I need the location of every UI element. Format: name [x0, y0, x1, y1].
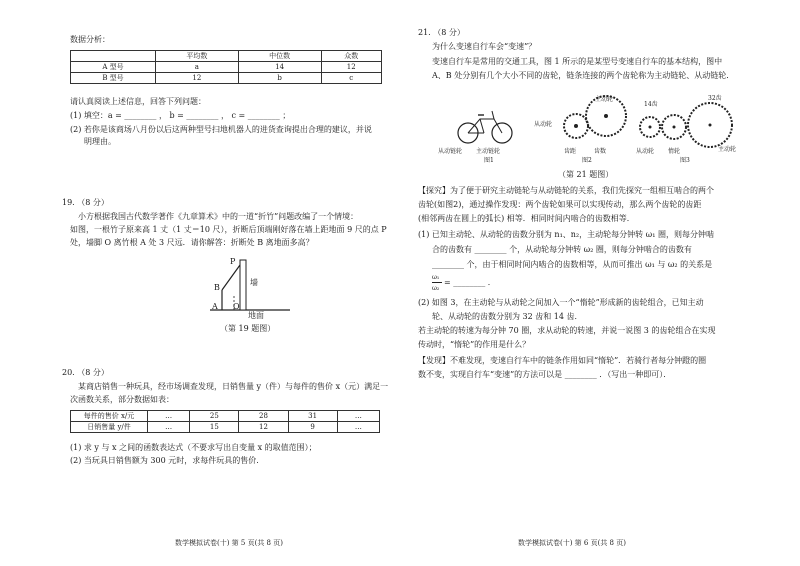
tooth-pitch-label: 齿距: [564, 148, 577, 155]
figure-21-caption: （第 21 题图）: [558, 170, 614, 179]
question-2-line1: (2) 若你是该商场八月份以后这两种型号扫地机器人的进货查询提出合理的建议，并说: [70, 125, 372, 134]
problem-19-line1: 小方根据我国古代数学著作《九章算术》中的一道“折竹”问题改编了一个情境：: [78, 212, 359, 221]
driven-wheel-label: 从动轮: [636, 148, 655, 155]
sub2-line3: 若主动轮的转速为每分钟 70 圈，求从动轮的转速，并说一说图 3 的齿轮组合在实现: [418, 326, 716, 335]
fraction-equals: = ________ ．: [444, 278, 496, 287]
discover-line2: 数不变，实现自行车“变速”的方法可以是 ________ ．（写出一种即可）．: [418, 370, 672, 379]
14-teeth-label: 14齿: [644, 101, 658, 108]
sub2-line2: 轮、从动轮的齿数分别为 32 齿和 14 齿．: [432, 312, 583, 321]
driven-sprocket-label: 从动链轮: [438, 148, 463, 155]
right-page: [418, 0, 748, 566]
fraction-denominator: ω₂: [432, 285, 440, 292]
problem-19-line3: 处，墙脚 O 离竹根 A 处 3 尺远．请你解答：折断处 B 离地面多高？: [70, 238, 314, 247]
discover-line1: 【发现】不难发现，变速自行车中的链条作用如同“惰轮”．若骑行者每分钟蹬的圈: [418, 356, 707, 365]
right-footer: 数学模拟试卷(十) 第 6 页(共 8 页): [518, 539, 626, 547]
problem-21-title: 为什么变速自行车会“变速”？: [432, 42, 537, 51]
problem-20-line2: 次函数关系，部分数据如表：: [70, 395, 174, 404]
label-a: A: [212, 302, 218, 311]
gear-pair-figure: [558, 92, 628, 148]
fraction-numerator: ω₁: [432, 274, 440, 281]
sales-table: 每件的售价 x/元 … 25 28 31 … 日销售量 y/件 … 15 12 9 …: [70, 410, 380, 433]
idler-label: 惰轮: [668, 148, 681, 155]
stats-table: 平均数 中位数 众数 A 型号 a 14 12 B 型号 12 b c: [70, 50, 382, 84]
bamboo-figure: [210, 255, 330, 325]
sub2-line4: 传动时，“惰轮”的作用是什么？: [418, 340, 531, 349]
tooth-count-label: 齿数: [594, 148, 607, 155]
figure-2-caption: 图2: [582, 157, 592, 164]
label-p: P: [230, 257, 236, 266]
problem-19-number: 19. （8 分）: [62, 198, 109, 207]
question-1: (1) 填空：a = ________ ， b = ________ ， c = ________ ；: [70, 111, 291, 120]
data-analysis-label: 数据分析：: [70, 35, 110, 44]
problem-21-line1: 变速自行车是常用的交通工具，图 1 所示的是某型号变速自行车的基本结构，图中: [432, 57, 723, 66]
label-o: O: [233, 302, 240, 311]
left-footer: 数学模拟试卷(十) 第 5 页(共 8 页): [175, 539, 283, 547]
problem-20-line1: 某商店销售一种玩具，经市场调查发现，日销售量 y（件）与每件的售价 x（元）满足一: [78, 382, 389, 391]
problem-21-number: 21. （8 分）: [418, 28, 465, 37]
sub1-line3: ________ 个，由于相同时间内啮合的齿数相等，从而可推出 ω₁ 与 ω₂ 的关系是: [432, 260, 713, 269]
driving-gear-label: 主动轮: [595, 96, 614, 103]
driving-sprocket-label: 主动链轮: [476, 148, 501, 155]
32-teeth-label: 32齿: [708, 95, 722, 102]
read-instruction: 请认真阅读上述信息，回答下列问题：: [70, 97, 206, 106]
explore-line3: (相邻两齿在圆上的弧长) 相等．相同时间内啮合的齿数相等．: [418, 214, 635, 223]
problem-20-q2: (2) 当玩具日销售额为 300 元时，求每件玩具的售价.: [70, 456, 259, 465]
label-ground: 地面: [248, 311, 264, 320]
left-page: [62, 0, 390, 566]
figure-19-caption: （第 19 题图）: [220, 324, 276, 333]
explore-line1: 【探究】为了便于研究主动链轮与从动链轮的关系，我们先探究一组相互啮合的两个: [418, 186, 714, 195]
bicycle-figure: [456, 105, 516, 147]
explore-line2: 齿轮(如图2)，通过操作发现：两个齿轮如果可以实现传动，那么两个齿轮的齿距: [418, 200, 702, 209]
sub1-line2: 合的齿数有 ________ 个，从动轮每分钟转 ω₂ 圈，则每分钟啮合的齿数有: [432, 245, 692, 254]
label-b: B: [214, 283, 220, 292]
problem-21-line2: A、B 处分别有几个大小不同的齿轮，链条连接的两个齿轮称为主动链轮、从动链轮．: [432, 71, 735, 80]
figure-3-caption: 图3: [680, 157, 690, 164]
problem-20-q1: (1) 求 y 与 x 之间的函数表达式（不要求写出自变量 x 的取值范围）；: [70, 443, 317, 452]
problem-19-line2: 如图，一根竹子原来高 1 丈（1 丈＝10 尺），折断后顶端刚好落在墙上距地面 9 尺的点 P: [70, 225, 387, 234]
sub2-line1: (2) 如图 3，在主动轮与从动轮之间加入一个“惰轮”形成新的齿轮组合，已知主动: [418, 298, 704, 307]
driving-wheel-label: 主动轮: [718, 146, 737, 153]
fraction-bar: [432, 282, 442, 283]
question-2-line2: 明理由。: [84, 137, 116, 146]
driven-gear-label: 从动轮: [534, 121, 553, 128]
label-wall: 墙: [250, 278, 258, 287]
sub1-line1: (1) 已知主动轮、从动轮的齿数分别为 n₁、n₂，主动轮每分钟转 ω₁ 圈，则每分钟啮: [418, 230, 714, 239]
figure-1-caption: 图1: [484, 157, 494, 164]
problem-20-number: 20. （8 分）: [62, 368, 109, 377]
